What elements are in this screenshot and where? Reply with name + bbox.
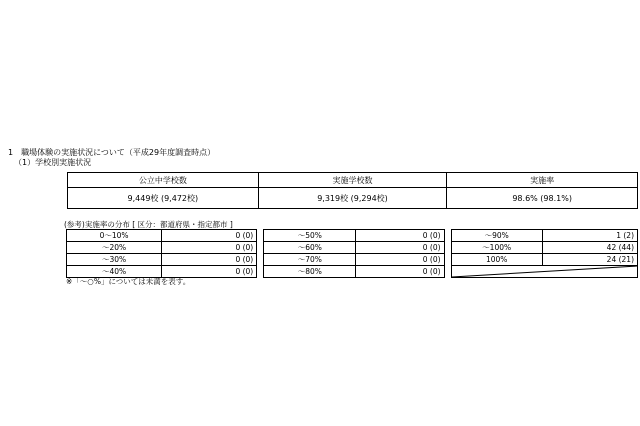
range-label: ～30%	[67, 254, 162, 266]
empty-diagonal-cell	[451, 266, 637, 278]
range-count: 0 (0)	[162, 242, 257, 254]
range-label: ～20%	[67, 242, 162, 254]
range-label: ～80%	[264, 266, 356, 278]
range-label: ～60%	[264, 242, 356, 254]
section-heading: 1 職場体験の実施状況について（平成29年度調査時点）	[8, 148, 216, 157]
range-count: 1 (2)	[542, 230, 637, 242]
range-count: 0 (0)	[356, 230, 444, 242]
distribution-title: (参考)実施率の分布 [ 区分：都道府県・指定都市 ]	[64, 220, 233, 229]
footnote: ※「～○%」については未満を表す。	[66, 277, 191, 286]
range-label: ～50%	[264, 230, 356, 242]
range-label: ～70%	[264, 254, 356, 266]
range-label: 100%	[451, 254, 542, 266]
range-count: 0 (0)	[356, 266, 444, 278]
sub-heading: （1）学校別実施状況	[14, 158, 92, 167]
header-public-schools: 公立中学校数	[68, 173, 259, 188]
table-row	[67, 254, 638, 266]
range-label: ～100%	[451, 242, 542, 254]
summary-value-row	[68, 188, 638, 209]
distribution-table	[66, 229, 638, 278]
range-label: ～40%	[67, 266, 162, 278]
value-implementing-schools: 9,319校 (9,294校)	[258, 188, 447, 209]
header-implementation-rate: 実施率	[447, 173, 638, 188]
range-label: ～90%	[451, 230, 542, 242]
value-public-schools: 9,449校 (9,472校)	[68, 188, 259, 209]
value-implementation-rate: 98.6% (98.1%)	[447, 188, 638, 209]
range-count: 0 (0)	[356, 242, 444, 254]
table-row	[67, 242, 638, 254]
header-implementing-schools: 実施学校数	[258, 173, 447, 188]
summary-header-row	[68, 173, 638, 188]
range-count: 0 (0)	[162, 266, 257, 278]
range-count: 0 (0)	[162, 254, 257, 266]
table-row	[67, 230, 638, 242]
range-count: 42 (44)	[542, 242, 637, 254]
range-count: 0 (0)	[356, 254, 444, 266]
summary-table	[67, 172, 638, 209]
diagonal-line	[452, 266, 637, 277]
range-label: 0～10%	[67, 230, 162, 242]
range-count: 24 (21)	[542, 254, 637, 266]
range-count: 0 (0)	[162, 230, 257, 242]
